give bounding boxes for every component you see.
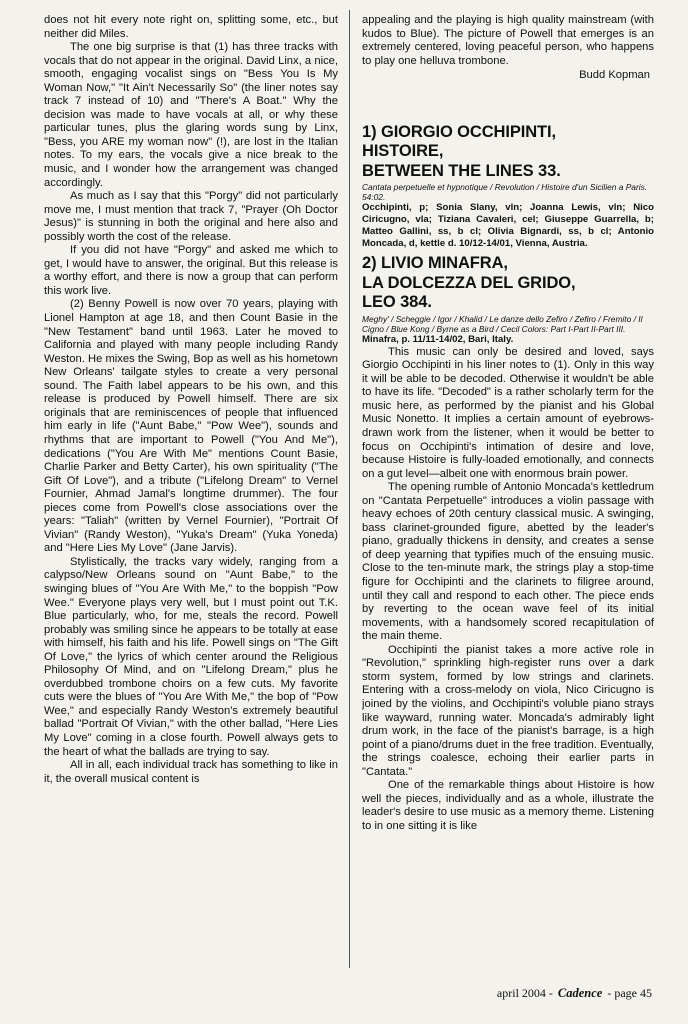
body-paragraph: The one big surprise is that (1) has three tracks with vocals that do not appear in the original. David Linx, a nice, smooth, engaging vocalist sings on "Bess You Is My Woman Now," "It Ain't Necessarily So" (the liner notes say track 7 instead of 10) and "There's A Boat." Why the decision was made to have vocals at all, or why these particular tunes, plus the glaring words sung by Linx, "Bess, you ARE my woman now" (!), are lost in the Italian notes. To my ears, the vocals give a nice break to the music, and I wonder how the arrangement was changed accordingly.	[44, 41, 338, 189]
album-heading: 1) GIORGIO OCCHIPINTI,	[362, 122, 556, 141]
body-paragraph: All in all, each individual track has something to like in it, the overall musical content is	[44, 759, 338, 785]
review-byline: Budd Kopman	[579, 69, 650, 82]
body-paragraph: If you did not have "Porgy" and asked me which to get, I would have to answer, the original. But this release is a worthy effort, and there is now a group that can perform this work live.	[44, 244, 338, 297]
issue-date: april 2004 -	[496, 986, 553, 1000]
album-heading: LEO 384.	[362, 293, 432, 312]
page-number: - page 45	[607, 986, 652, 1000]
magazine-logo: Cadence	[557, 986, 603, 1000]
body-paragraph: One of the remarkable things about Histoire is how well the pieces, individually and as a whole, illustrate the leader's desire to use music as a memory theme. Listening to in one sitting it is like	[362, 779, 654, 832]
album-heading: HISTOIRE,	[362, 142, 444, 161]
personnel-credits: Occhipinti, p; Sonia Slany, vln; Joanna Lewis, vln; Nico Ciricugno, vla; Tiziana Cavaleri, cel; Giuseppe Guarrella, b; Matteo Gallini, ss, b cl; Olivia Bignardi, ss, b cl; Antonio Moncada, d, kettle d. 10/12-14/01, Vienna, Austria.	[362, 202, 654, 250]
album-heading: 2) LIVIO MINAFRA,	[362, 254, 508, 273]
album-heading: BETWEEN THE LINES 33.	[362, 161, 561, 180]
left-column	[44, 14, 338, 972]
body-paragraph: The opening rumble of Antonio Moncada's kettledrum on "Cantata Perpetuelle" introduces a violin passage with heavy echoes of 20th century classical music. A swinging, bass clarinet-grounded figure, abetted by the leader's piano, gradually thickens in density, and creates a sense of deep yearning that typifies much of the ensuing music. Close to the ten-minute mark, the strings play a stop-time figure for Occhipinti and the clarinets to filigree around, until they call and respond to each other. The piece ends by reverting to the ocean wave feel of its initial movements, with a handsomely scored recapitulation of the main theme.	[362, 481, 654, 643]
album-heading: LA DOLCEZZA DEL GRIDO,	[362, 273, 576, 292]
section-gap	[362, 83, 654, 123]
body-paragraph: Occhipinti the pianist takes a more active role in "Revolution," sprinkling high-register runs over a dark storm system, formed by low strings and clarinets. Entering with a cross-melody on viola, Nico Ciricugno is joined by the violins, and Occhipinti's voluble piano strays like wayward, running water. Moncada's admirably light drum work, in the face of the pianist's barrage, is a high point of a piano/drums duet in the free tradition. Eventually, the strings coalesce, echoing their earlier parts in "Cantata."	[362, 643, 654, 778]
track-list: Meghy' / Scheggie / Igor / Khalid / Le danze dello Zefiro / Zefiro / Fremito / Il Cigno / Blue Kong / Byrne as a Bird / Cecil Colors: Part I-Part II-Part III.	[362, 313, 643, 334]
body-paragraph: Stylistically, the tracks vary widely, ranging from a calypso/New Orleans sound on "Aunt Babe," to the swinging blues of "You Are With Me," to the boppish "Pow Wee." Everyone plays very well, but I must point out T.K. Blue particularly, who, for me, steals the record. Powell probably was smiling since he appears to be totally at ease with himself, his faith and his life. Powell sings on "The Gift Of Love," the lyrics of which center around the Religious Philosophy Of Mind, and on "Lifelong Dream," plus he overdubbed trombone choirs on a few cuts. My favorite cuts were the blues of "You Are With Me," the bop of "Pow Wee," and especially Randy Weston's extremely beautiful ballad "Portrait Of Vivian," with the other ballad, "Here Lies My Love" coming in a close fourth. Powell always gets to the heart of what the ballads are trying to say.	[44, 555, 338, 758]
track-list: Cantata perpetuelle et hypnotique / Revolution / Histoire d'un Sicilien a Paris. 54:02.	[362, 182, 648, 203]
page-footer	[497, 986, 652, 1001]
column-divider	[349, 10, 350, 968]
body-paragraph: As much as I say that this "Porgy" did not particularly move me, I must mention that track 7, "Prayer (Oh Doctor Jesus)" is stunning in both the original and here also and possibly worth the cost of the release.	[44, 190, 338, 243]
personnel-credits: Minafra, p. 11/11-14/02, Bari, Italy.	[362, 333, 514, 345]
body-paragraph: does not hit every note right on, splitting some, etc., but neither did Miles.	[44, 14, 338, 40]
body-paragraph: This music can only be desired and loved, says Giorgio Occhipinti in his liner notes to (1). Only in this way it will be able to be decoded. Otherwise it wouldn't be able to have its life. "Decoded" is a rather scholarly term for the music here, as performed by the pianist and his Global Music Nonetto. It implies a certain amount of eyebrows-drawn work from the listener, when it would be better to focus on Occhipinti's intimation of desire and love, because Histoire is fully-loaded emotionally, and connects on a gut level—albeit one with enormous brain power.	[362, 345, 654, 480]
body-paragraph: (2) Benny Powell is now over 70 years, playing with Lionel Hampton at age 18, and then Count Basie in the "New Testament" band until 1963. Later he moved to California and played with many people including Randy Weston. He mixes the Swing, Bop as well as his hometown New Orleans' tailgate styles to create a very personal sound. The Faith label appears to be his own, and this release is produced by Powell himself. There are six originals that are reminiscences of people that influenced him early in life ("Aunt Babe," "Pow Wee"), sounds and rhythms that are important to Powell ("You And Me"), dedications ("You Are With Me" mentions Count Basie, Charlie Parker and Betty Carter), his own spirituality ("The Gift Of Love"), and a tribute ("Lifelong Dream" to Vernel Fournier, Ahmad Jamal's longtime drummer). The four pieces come from Powell's close associations over the years: "Taliah" (written by Vernel Fournier), "Portrait Of Vivian" (Randy Weston), "Yuka's Dream" (Yuka Yoneda) and "Here Lies My Love" (Jane Jarvis).	[44, 298, 338, 555]
body-paragraph: appealing and the playing is high quality mainstream (with kudos to Blue). The picture of Powell that emerges is an extremely centered, loving peaceful person, who happens to play one helluva trombone.	[362, 14, 654, 67]
right-column	[362, 14, 654, 972]
